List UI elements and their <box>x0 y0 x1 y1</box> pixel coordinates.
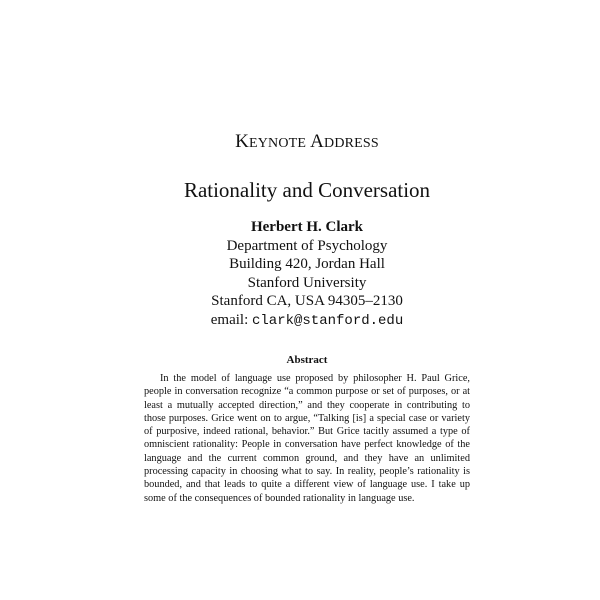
author-building: Building 420, Jordan Hall <box>229 256 385 272</box>
author-university: Stanford University <box>247 274 367 291</box>
author-block <box>0 218 600 330</box>
author-email-line <box>0 311 600 331</box>
header-initial-k: K <box>235 131 249 152</box>
keynote-address-label <box>0 131 600 155</box>
abstract-body: In the model of language use proposed by philosopher H. Paul Grice, people in conversation recognize “a common purpose or set of purposes, or at least a mutually accepted direction,” and they cooperate in contributing to those purposes. Grice went on to argue, “Talking [is] a special case or variety of purposive, indeed rational, behavior.” But Grice tacitly assumed a type of omniscient rationality: People in conversation have perfect knowledge of the language and the current common ground, and they have an unlimited processing capacity in choosing what to say. In reality, people’s rationality is bounded, and that leads to quite a different view of language use. I take up some of the consequences of bounded rationality in language use. <box>144 373 470 504</box>
abstract-heading: Abstract <box>286 354 328 366</box>
author-name: Herbert H. Clark <box>250 219 364 235</box>
header-initial-a: A <box>310 131 325 152</box>
email-label: email: <box>210 311 249 328</box>
header-rest-ddress: DDRESS <box>324 136 379 151</box>
email-address[interactable]: clark@stanford.edu <box>252 312 404 329</box>
header-rest-eynote: EYNOTE <box>249 136 307 151</box>
paper-title: Rationality and Conversation <box>183 178 431 202</box>
author-city: Stanford CA, USA 94305–2130 <box>211 293 403 309</box>
author-department: Department of Psychology <box>226 237 388 254</box>
